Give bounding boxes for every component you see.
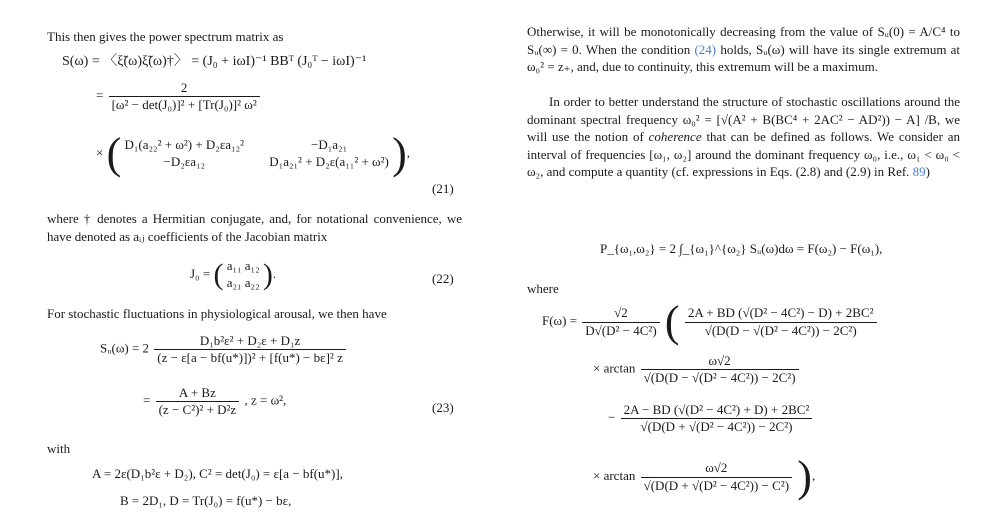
with-text: with	[47, 441, 71, 456]
coherence-paragraph: In order to better understand the structure of stochastic oscillations around the dominant spectral frequency ω₀² = [√(A² + B(BC⁴ + 2AC² − AD²)) − A] /B, we will use the notion of coherence that can be defined as follows. We consider an interval of frequencies [ω₁, ω₂] around the dominant frequency ω₀, i.e., ω₁ < ω₀ < ω₂, and compute a quantity (cf. expressions in Eqs. (2.8) and (2.9) in Ref. 89)	[527, 94, 961, 180]
matrix-col-1: D₁(a₂₂² + ω²) + D₂εa₁₂² −D₂εa₁₂	[124, 137, 245, 169]
definition-line-2: B = 2D₁, D = Tr(J₀) = f(u*) − bε,	[120, 493, 292, 508]
coherence-term: coherence	[648, 129, 702, 145]
jacobian-matrix: a₁₁ a₁₂ a₂₁ a₂₂	[226, 258, 260, 290]
equation-23-number: (23)	[432, 400, 454, 415]
where-text: where	[527, 281, 559, 296]
intro-text: This then gives the power spectrum matrix as	[47, 29, 284, 44]
equation-23-line2: = $\frac{A + Bz}{\text{(z − C²)² + D²z}}$ , z = ω²,	[143, 385, 287, 418]
equation-23-line1: Sᵤ(ω) = 2 $\frac{\text{D₁b²ε² + D₂ε + D₁z}}{\text{(z − ε[a − bf(u*)])² + [f(u*) − bε]² z}}$	[100, 333, 348, 367]
F-definition-line4: × arctan $\frac{\omega√2}{\text{√(D(D + √(D² − 4C²)) − C²)}}$ ),	[593, 452, 816, 501]
reference-89-link[interactable]: 89	[912, 164, 926, 180]
condition-24-link[interactable]: (24)	[694, 41, 717, 57]
equation-21-number: (21)	[432, 181, 454, 196]
F-definition-line3: − $\frac{\text{2A − BD (√(D² − 4C²) + D) + 2BC²}}{\text{√(D(D + √(D² − 4C²)) − 2C²)}}$	[608, 402, 814, 436]
equation-21-matrix-line: × ( D₁(a₂₂² + ω²) + D₂εa₁₂² −D₂εa₁₂ −D₁a₂₁ D₁a₂₁² + D₂ε(a₁₁² + ω²) ),	[96, 129, 410, 178]
F-definition-line1: F(ω) = $\frac{√2}{\text{D√(D² − 4C²)}}$ ( $\frac{\text{2A + BD (√(D² − 4C²) − D) + 2BC²}}{\text{√(D(D − √(D² − 4C²)) − 2C²)}}$	[542, 300, 879, 344]
definition-line-1: A = 2ε(D₁b²ε + D₂), C² = det(J₀) = ε[a − bf(u*)],	[92, 466, 343, 481]
F-definition-line2: × arctan $\frac{\omega√2}{\text{√(D(D − √(D² − 4C²)) − 2C²)}}$	[593, 353, 801, 387]
equation-22: J₀ = ( a₁₁ a₁₂ a₂₁ a₂₂ ).	[190, 257, 277, 291]
coherence-integral: P_{ω₁,ω₂} = 2 ∫_{ω₁}^{ω₂} Sᵤ(ω)dω = F(ω₂) − F(ω₁),	[600, 241, 883, 256]
equation-22-number: (22)	[432, 271, 454, 286]
equation-21-fraction: $\frac{2}{\text{[ω² − det(J₀)]² + [Tr(J₀)]² ω²}}$	[109, 80, 260, 114]
equation-21-line2: = $\frac{2}{\text{[ω² − det(J₀)]² + [Tr(J₀)]² ω²}}$	[96, 80, 262, 114]
hermitian-text: where † denotes a Hermitian conjugate, and, for notational convenience, we have denoted as aᵢⱼ coefficients of the Jacobian matrix	[47, 211, 462, 244]
stochastic-text: For stochastic fluctuations in physiological arousal, we then have	[47, 306, 387, 321]
monotonic-paragraph: Otherwise, it will be monotonically decreasing from the value of Sᵤ(0) = A/C⁴ to Sᵤ(∞) = 0. When the condition (24) holds, Sᵤ(ω) will have its single extremum at ω₀² = z₊, and, due to continuity, this extremum will be a maximum.	[527, 24, 961, 75]
matrix-col-2: −D₁a₂₁ D₁a₂₁² + D₂ε(a₁₁² + ω²)	[269, 137, 389, 169]
equation-21-line1: S(ω) = 〈ξ̃(ω)ξ̃(ω)†〉 = (J₀ + iωI)⁻¹ BBᵀ (J₀ᵀ − iωI)⁻¹	[62, 54, 367, 69]
